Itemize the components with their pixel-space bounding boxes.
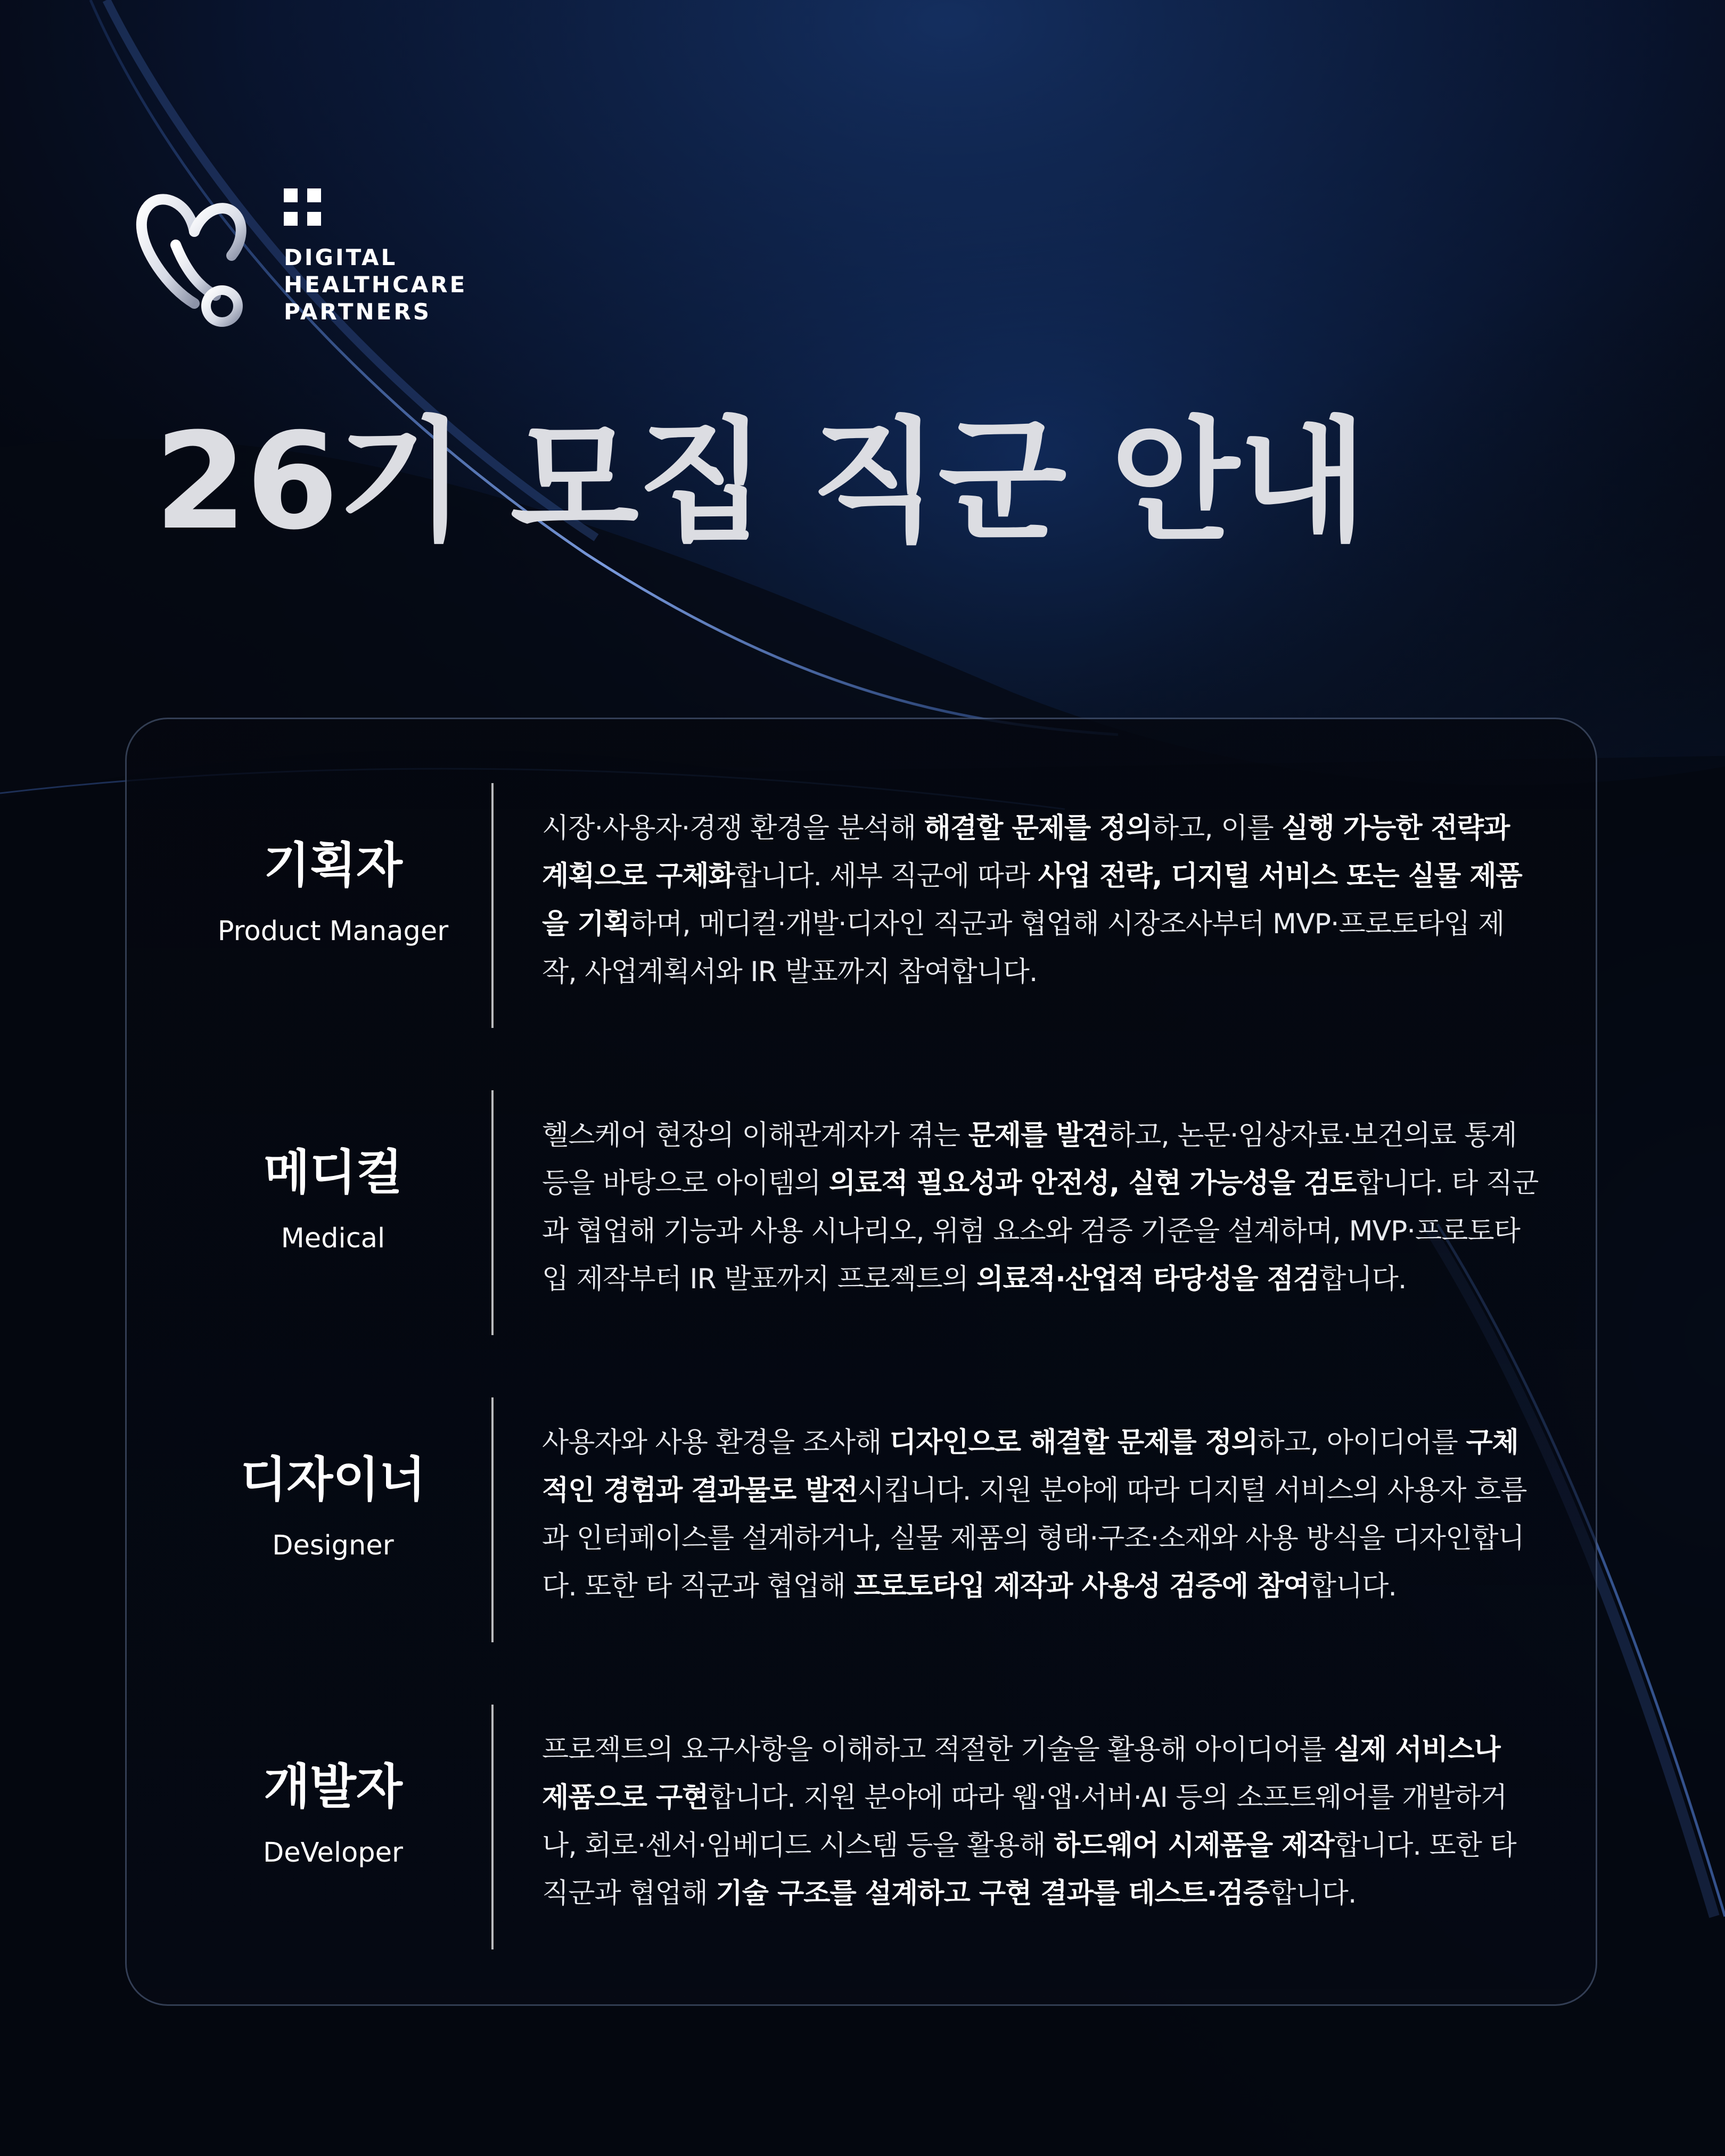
role-divider	[491, 783, 494, 1028]
role-medical	[127, 1090, 1599, 1335]
description-emphasis: 구체	[1466, 1427, 1518, 1459]
role-description	[542, 1726, 1559, 1918]
role-name-en: Designer	[272, 1530, 394, 1561]
description-text: 하고, 논문·임상자료·보건의료 통계	[1108, 1120, 1517, 1151]
description-text: 시장·사용자·경쟁 환경을 분석해	[542, 812, 924, 844]
description-emphasis: 실행 가능한 전략과	[1282, 812, 1510, 844]
description-emphasis: 의료적 필요성과 안전성, 실현 가능성을 검토	[828, 1167, 1357, 1199]
description-text: 등을 바탕으로 아이템의	[542, 1167, 829, 1199]
description-line	[542, 852, 1559, 900]
description-emphasis: 실제 서비스나	[1334, 1734, 1500, 1766]
description-line	[542, 1515, 1559, 1562]
description-line	[542, 948, 1559, 996]
logo-line: HEALTHCARE	[284, 271, 467, 298]
description-emphasis: 계획으로 구체화	[542, 860, 735, 892]
description-text: 합니다.	[1319, 1263, 1407, 1295]
description-emphasis: 프로토타입 제작과 사용성 검증에 참여	[853, 1570, 1310, 1602]
heart-stethoscope-icon	[136, 181, 248, 330]
description-emphasis: 을 기획	[542, 908, 630, 940]
role-developer	[127, 1705, 1599, 1949]
logo-wordmark	[284, 244, 467, 325]
description-emphasis: 적인 경험과 결과물로 발전	[542, 1475, 858, 1507]
role-divider	[491, 1090, 494, 1335]
description-text: 합니다.	[1309, 1570, 1397, 1602]
description-emphasis: 해결할 문제를 정의	[924, 812, 1152, 844]
description-text: 시킵니다. 지원 분야에 따라 디지털 서비스의 사용자 흐름	[857, 1475, 1527, 1507]
role-product-manager	[127, 783, 1599, 1028]
description-line	[542, 1822, 1559, 1870]
role-name-ko: 메디컬	[264, 1145, 402, 1200]
description-emphasis: 제품으로 구현	[542, 1782, 709, 1814]
page-title: 26기 모집 직군 안내	[154, 404, 1366, 559]
logo-line: DIGITAL	[284, 244, 398, 270]
description-emphasis: 문제를 발견	[968, 1120, 1108, 1151]
description-text: 하고, 아이디어를	[1258, 1427, 1466, 1459]
description-emphasis: 사업 전략, 디지털 서비스 또는 실물 제품	[1038, 860, 1522, 892]
logo-line: PARTNERS	[284, 299, 431, 325]
description-emphasis: 하드웨어 시제품을 제작	[1054, 1830, 1334, 1862]
role-name-ko: 개발자	[264, 1759, 402, 1815]
description-text: 나, 회로·센서·임베디드 시스템 등을 활용해	[542, 1830, 1054, 1862]
role-designer	[127, 1397, 1599, 1642]
description-text: 입 제작부터 IR 발표까지 프로젝트의	[542, 1263, 977, 1295]
brand-logo	[136, 181, 477, 330]
description-line	[542, 1467, 1559, 1515]
description-text: 작, 사업계획서와 IR 발표까지 참여합니다.	[542, 956, 1038, 988]
description-text: 합니다.	[1269, 1878, 1357, 1910]
description-text: 다. 또한 타 직군과 협업해	[542, 1570, 854, 1602]
description-text: 헬스케어 현장의 이해관계자가 겪는	[542, 1120, 968, 1151]
description-line	[542, 1112, 1559, 1159]
description-line	[542, 804, 1559, 852]
role-divider	[491, 1397, 494, 1642]
role-name-en: DeVeloper	[262, 1837, 404, 1869]
description-text: 하고, 이를	[1152, 812, 1282, 844]
description-line	[542, 900, 1559, 948]
description-line	[542, 1562, 1559, 1610]
grid-dots-icon	[284, 188, 326, 231]
description-line	[542, 1207, 1559, 1255]
role-name-ko: 기획자	[264, 837, 402, 893]
description-text: 과 협업해 기능과 사용 시나리오, 위험 요소와 검증 기준을 설계하며, MVP·프로토타	[542, 1215, 1520, 1247]
description-text: 과 인터페이스를 설계하거나, 실물 제품의 형태·구조·소재와 사용 방식을 디자인합니	[542, 1523, 1524, 1554]
description-emphasis: 디자인으로 해결할 문제를 정의	[889, 1427, 1258, 1459]
description-line	[542, 1419, 1559, 1467]
role-name-ko: 디자이너	[240, 1452, 426, 1508]
description-text: 합니다. 지원 분야에 따라 웹·앱·서버·AI 등의 소프트웨어를 개발하거	[708, 1782, 1507, 1814]
role-description	[542, 1112, 1559, 1303]
role-divider	[491, 1705, 494, 1949]
role-name-en: Product Manager	[217, 916, 449, 947]
description-text: 사용자와 사용 환경을 조사해	[542, 1427, 890, 1459]
description-text: 합니다. 타 직군	[1356, 1167, 1539, 1199]
description-line	[542, 1726, 1559, 1774]
description-line	[542, 1255, 1559, 1303]
role-name-en: Medical	[281, 1223, 385, 1254]
role-description	[542, 804, 1559, 996]
description-line	[542, 1870, 1559, 1918]
description-emphasis: 기술 구조를 설계하고 구현 결과를 테스트·검증	[716, 1878, 1270, 1910]
role-description	[542, 1419, 1559, 1610]
description-text: 합니다. 또한 타	[1334, 1830, 1516, 1862]
description-text: 하며, 메디컬·개발·디자인 직군과 협업해 시장조사부터 MVP·프로토타입 제	[629, 908, 1505, 940]
description-text: 직군과 협업해	[542, 1878, 716, 1910]
description-text: 프로젝트의 요구사항을 이해하고 적절한 기술을 활용해 아이디어를	[542, 1734, 1334, 1766]
description-line	[542, 1159, 1559, 1207]
description-text: 합니다. 세부 직군에 따라	[734, 860, 1038, 892]
description-line	[542, 1774, 1559, 1822]
roles-panel	[125, 718, 1597, 2006]
description-emphasis: 의료적·산업적 타당성을 점검	[976, 1263, 1320, 1295]
